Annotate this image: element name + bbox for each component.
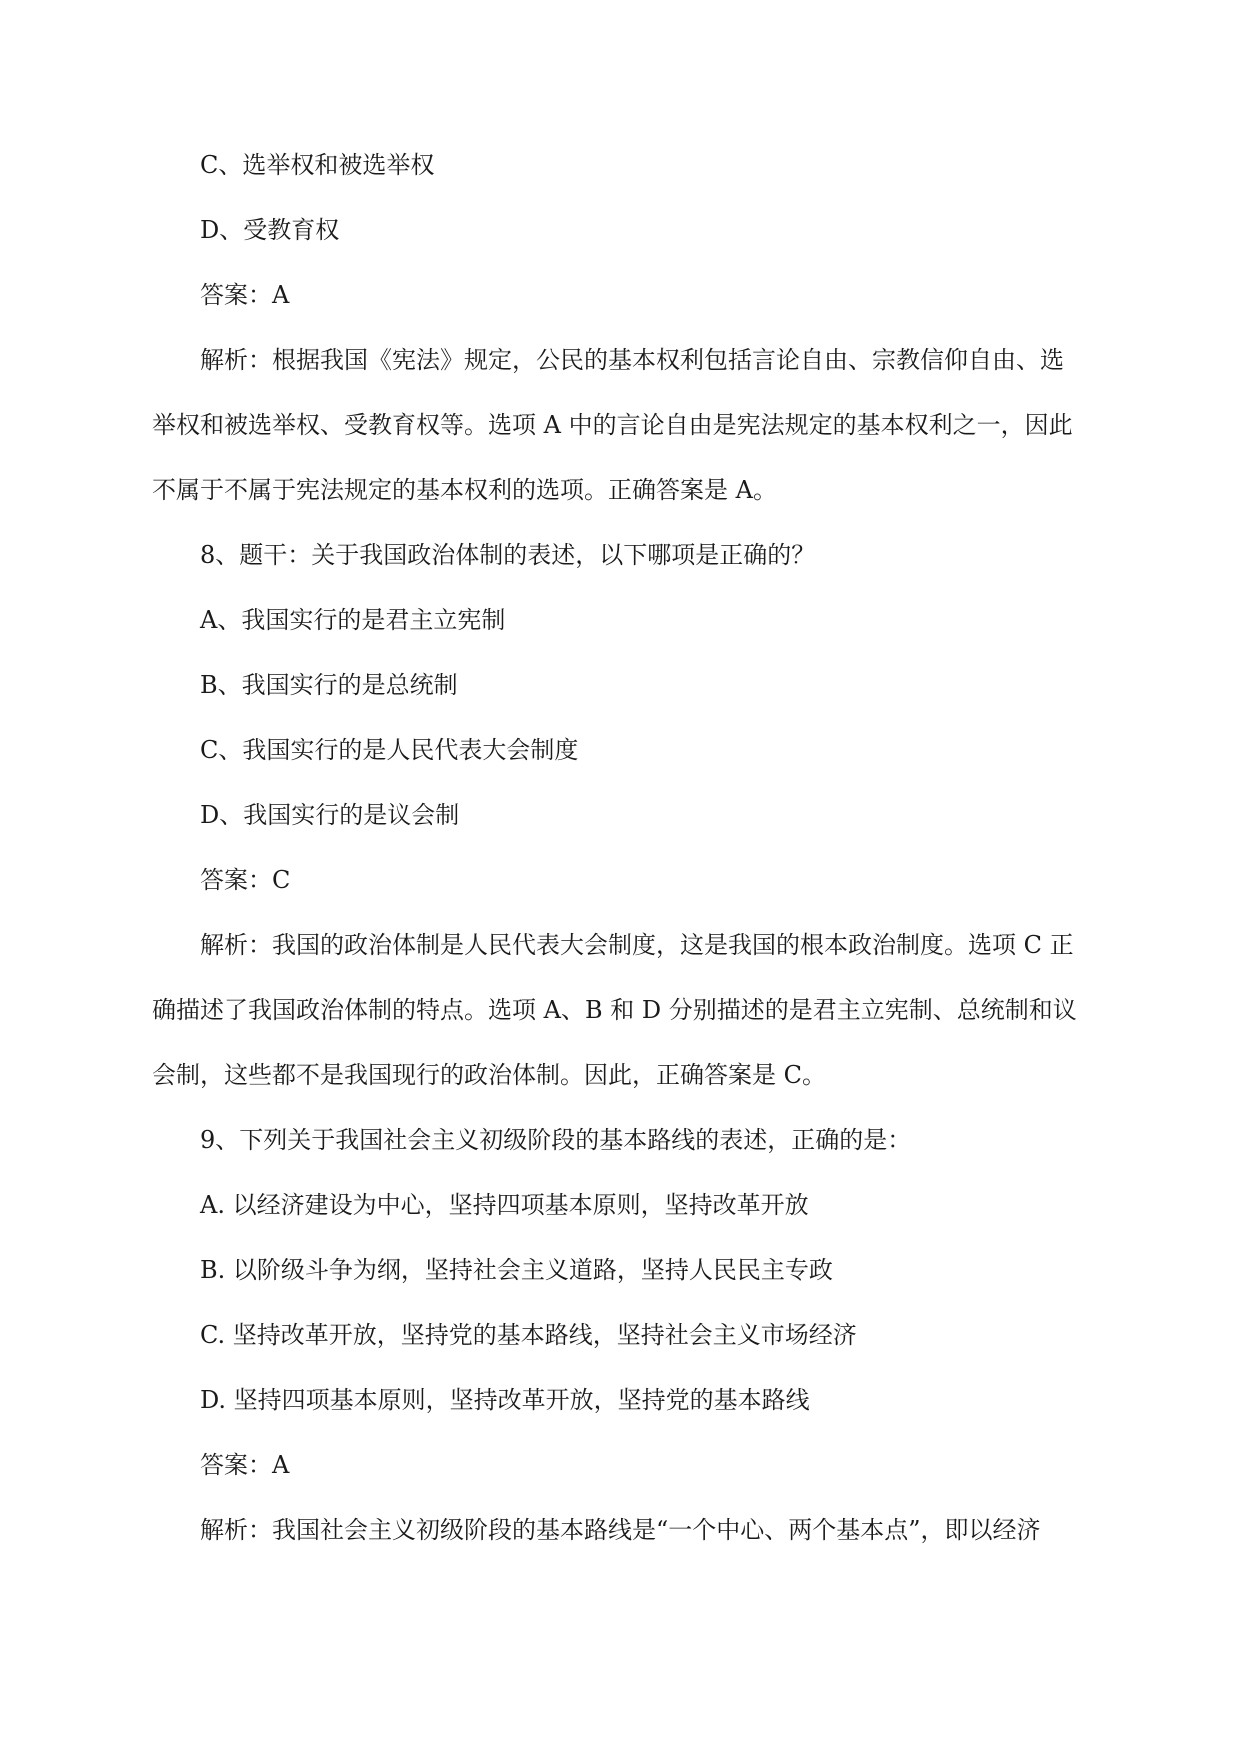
option-d-line: D、我国实行的是议会制 <box>200 801 460 829</box>
option-d-line: D、受教育权 <box>200 216 340 244</box>
analysis-line: 会制，这些都不是我国现行的政治体制。因此，正确答案是 C。 <box>152 1061 826 1089</box>
analysis-line: 解析：根据我国《宪法》规定，公民的基本权利包括言论自由、宗教信仰自由、选 <box>200 346 1064 374</box>
option-d-line: D. 坚持四项基本原则，坚持改革开放，坚持党的基本路线 <box>200 1386 810 1414</box>
analysis-line: 不属于不属于宪法规定的基本权利的选项。正确答案是 A。 <box>152 476 777 504</box>
answer-line: 答案：A <box>200 281 290 309</box>
analysis-line: 解析：我国社会主义初级阶段的基本路线是“一个中心、两个基本点”，即以经济 <box>200 1516 1041 1544</box>
analysis-line: 举权和被选举权、受教育权等。选项 A 中的言论自由是宪法规定的基本权利之一，因此 <box>152 411 1073 439</box>
option-a-line: A. 以经济建设为中心，坚持四项基本原则，坚持改革开放 <box>200 1191 809 1219</box>
option-a-line: A、我国实行的是君主立宪制 <box>200 606 506 634</box>
option-b-line: B. 以阶级斗争为纲，坚持社会主义道路，坚持人民民主专政 <box>200 1256 833 1284</box>
option-c-line: C. 坚持改革开放，坚持党的基本路线，坚持社会主义市场经济 <box>200 1321 857 1349</box>
analysis-line: 解析：我国的政治体制是人民代表大会制度，这是我国的根本政治制度。选项 C 正 <box>200 931 1074 959</box>
option-c-line: C、我国实行的是人民代表大会制度 <box>200 736 579 764</box>
option-b-line: B、我国实行的是总统制 <box>200 671 458 699</box>
question-8-stem: 8、题干：关于我国政治体制的表述，以下哪项是正确的？ <box>200 541 816 569</box>
answer-line: 答案：A <box>200 1451 290 1479</box>
answer-line: 答案：C <box>200 866 291 894</box>
analysis-line: 确描述了我国政治体制的特点。选项 A、B 和 D 分别描述的是君主立宪制、总统制和议 <box>152 996 1077 1024</box>
question-9-stem: 9、下列关于我国社会主义初级阶段的基本路线的表述，正确的是： <box>200 1126 912 1154</box>
option-c-line: C、选举权和被选举权 <box>200 151 435 179</box>
